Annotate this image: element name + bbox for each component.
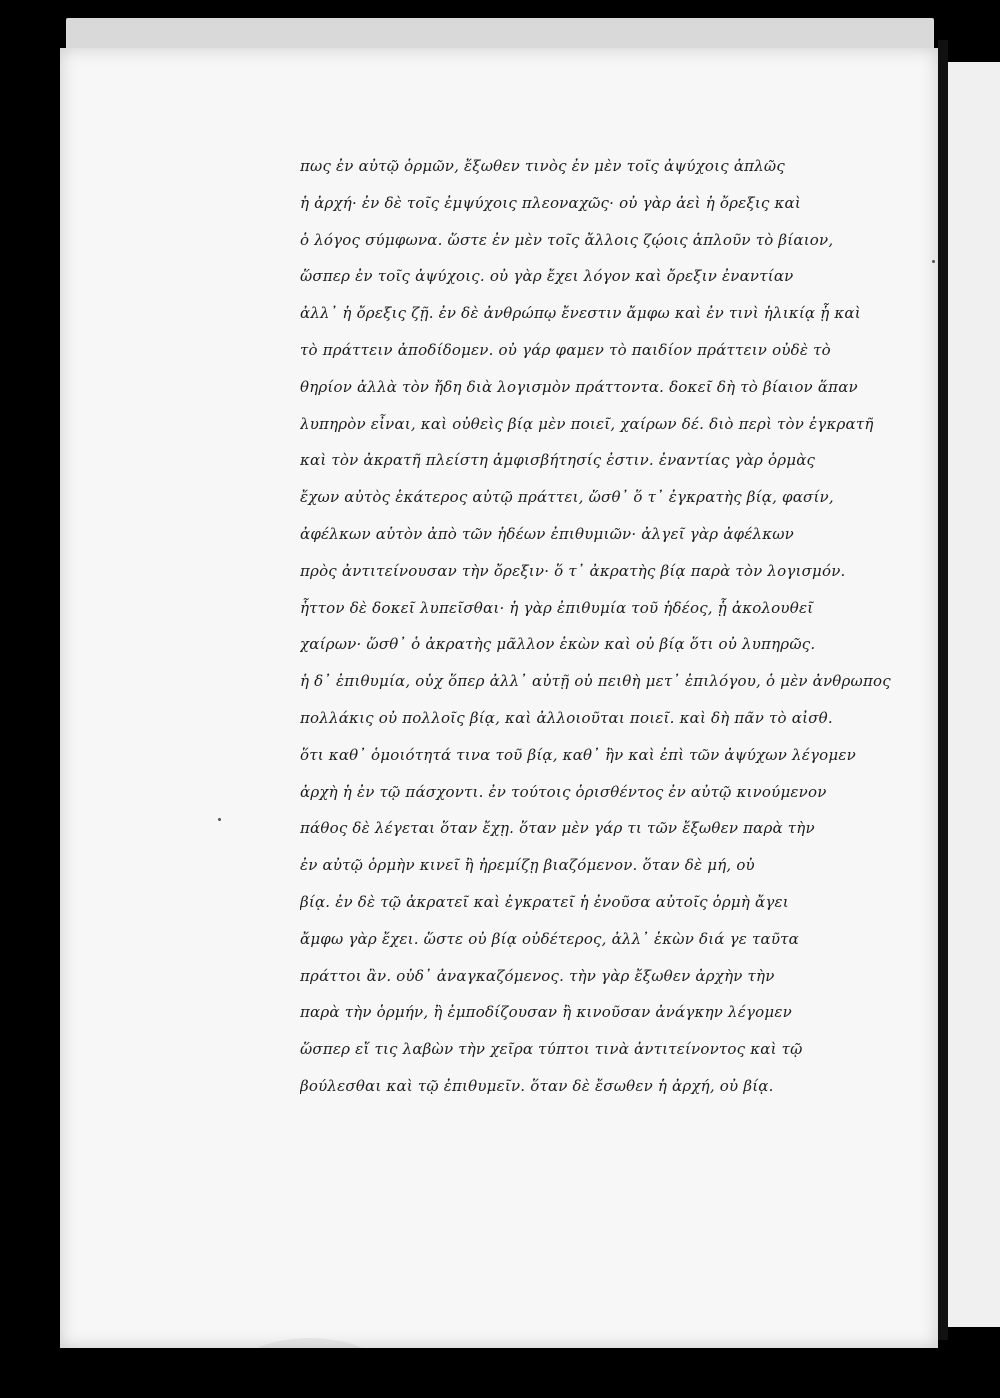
manuscript-line: ἡ δ᾽ ἐπιθυμία, οὐχ ὅπερ ἀλλ᾽ αὐτῇ οὐ πειθὴ μετ᾽ ἐπιλόγου, ὁ μὲν ἀνθρωπος: [300, 672, 891, 691]
manuscript-line: πως ἐν αὐτῷ ὁρμῶν, ἔξωθεν τινὸς ἐν μὲν τοῖς ἀψύχοις ἁπλῶς: [300, 157, 785, 175]
manuscript-line: βούλεσθαι καὶ τῷ ἐπιθυμεῖν. ὅταν δὲ ἔσωθεν ἡ ἀρχή, οὐ βίᾳ.: [300, 1076, 774, 1095]
manuscript-text-block: [300, 148, 900, 1105]
manuscript-line: βίᾳ. ἐν δὲ τῷ ἀκρατεῖ καὶ ἐγκρατεῖ ἡ ἐνοῦσα αὐτοῖς ὁρμὴ ἄγει: [300, 892, 789, 911]
manuscript-line: θηρίον ἀλλὰ τὸν ἤδη διὰ λογισμὸν πράττοντα. δοκεῖ δὴ τὸ βίαιον ἅπαν: [300, 377, 858, 396]
manuscript-line: πάθος δὲ λέγεται ὅταν ἔχῃ. ὅταν μὲν γάρ τι τῶν ἔξωθεν παρὰ τὴν: [300, 819, 815, 838]
ink-dot: [218, 818, 221, 821]
manuscript-line: ὥσπερ ἐν τοῖς ἀψύχοις. οὐ γὰρ ἔχει λόγον καὶ ὄρεξιν ἐναντίαν: [300, 267, 794, 286]
manuscript-line: ὥσπερ εἴ τις λαβὼν τὴν χεῖρα τύπτοι τινὰ ἀντιτείνοντος καὶ τῷ: [300, 1040, 803, 1059]
manuscript-line: ὁ λόγος σύμφωνα. ὥστε ἐν μὲν τοῖς ἄλλοις ζῴοις ἁπλοῦν τὸ βίαιον,: [300, 230, 834, 249]
manuscript-line: ἀρχὴ ἡ ἐν τῷ πάσχοντι. ἐν τούτοις ὁρισθέντος ἐν αὐτῷ κινούμενον: [300, 782, 827, 801]
manuscript-line: παρὰ τὴν ὁρμήν, ἢ ἐμποδίζουσαν ἢ κινοῦσαν ἀνάγκην λέγομεν: [300, 1003, 792, 1022]
manuscript-line: ἔχων αὐτὸς ἑκάτερος αὐτῷ πράττει, ὥσθ᾽ ὅ τ᾽ ἐγκρατὴς βίᾳ, φασίν,: [300, 488, 834, 507]
manuscript-line: πράττοι ἂν. οὐδ᾽ ἀναγκαζόμενος. τὴν γὰρ ἔξωθεν ἀρχὴν τὴν: [300, 966, 775, 985]
smudge: [470, 1348, 590, 1393]
binding-gutter: [938, 40, 948, 1340]
manuscript-line: ἄμφω γὰρ ἔχει. ὥστε οὐ βίᾳ οὐδέτερος, ἀλλ᾽ ἑκὼν διά γε ταῦτα: [300, 929, 799, 948]
manuscript-line: λυπηρὸν εἶναι, καὶ οὐθεὶς βίᾳ μὲν ποιεῖ, χαίρων δέ. διὸ περὶ τὸν ἐγκρατῆ: [300, 414, 874, 433]
manuscript-line: ἀλλ᾽ ἡ ὄρεξις ζῇ. ἐν δὲ ἀνθρώπῳ ἔνεστιν ἄμφω καὶ ἐν τινὶ ἡλικίᾳ ᾗ καὶ: [300, 304, 861, 323]
manuscript-line: χαίρων· ὥσθ᾽ ὁ ἀκρατὴς μᾶλλον ἑκὼν καὶ οὐ βίᾳ ὅτι οὐ λυπηρῶς.: [300, 635, 816, 654]
manuscript-line: καὶ τὸν ἀκρατῆ πλείστη ἀμφισβήτησίς ἐστιν. ἐναντίας γὰρ ὁρμὰς: [300, 451, 816, 470]
manuscript-line: ἐν αὐτῷ ὁρμὴν κινεῖ ἢ ἠρεμίζῃ βιαζόμενον. ὅταν δὲ μή, οὐ: [300, 856, 755, 875]
smudge: [240, 1338, 380, 1398]
manuscript-line: πολλάκις οὐ πολλοῖς βίᾳ, καὶ ἀλλοιοῦται ποιεῖ. καὶ δὴ πᾶν τὸ αἰσθ.: [300, 708, 833, 727]
facing-page: [948, 62, 1000, 1327]
manuscript-line: ἧττον δὲ δοκεῖ λυπεῖσθαι· ἡ γὰρ ἐπιθυμία τοῦ ἡδέος, ᾗ ἀκολουθεῖ: [300, 598, 814, 617]
manuscript-line: τὸ πράττειν ἀποδίδομεν. οὐ γάρ φαμεν τὸ παιδίον πράττειν οὐδὲ τὸ: [300, 340, 831, 359]
ink-dot: [932, 260, 935, 263]
manuscript-line: ὅτι καθ᾽ ὁμοιότητά τινα τοῦ βίᾳ, καθ᾽ ἣν καὶ ἐπὶ τῶν ἀψύχων λέγομεν: [300, 745, 856, 764]
manuscript-line: πρὸς ἀντιτείνουσαν τὴν ὄρεξιν· ὅ τ᾽ ἀκρατὴς βίᾳ παρὰ τὸν λογισμόν.: [300, 561, 846, 580]
manuscript-line: ἀφέλκων αὑτὸν ἀπὸ τῶν ἡδέων ἐπιθυμιῶν· ἀλγεῖ γὰρ ἀφέλκων: [300, 524, 795, 543]
manuscript-line: ἡ ἀρχή· ἐν δὲ τοῖς ἐμψύχοις πλεοναχῶς· οὐ γὰρ ἀεὶ ἡ ὄρεξις καὶ: [300, 193, 801, 212]
